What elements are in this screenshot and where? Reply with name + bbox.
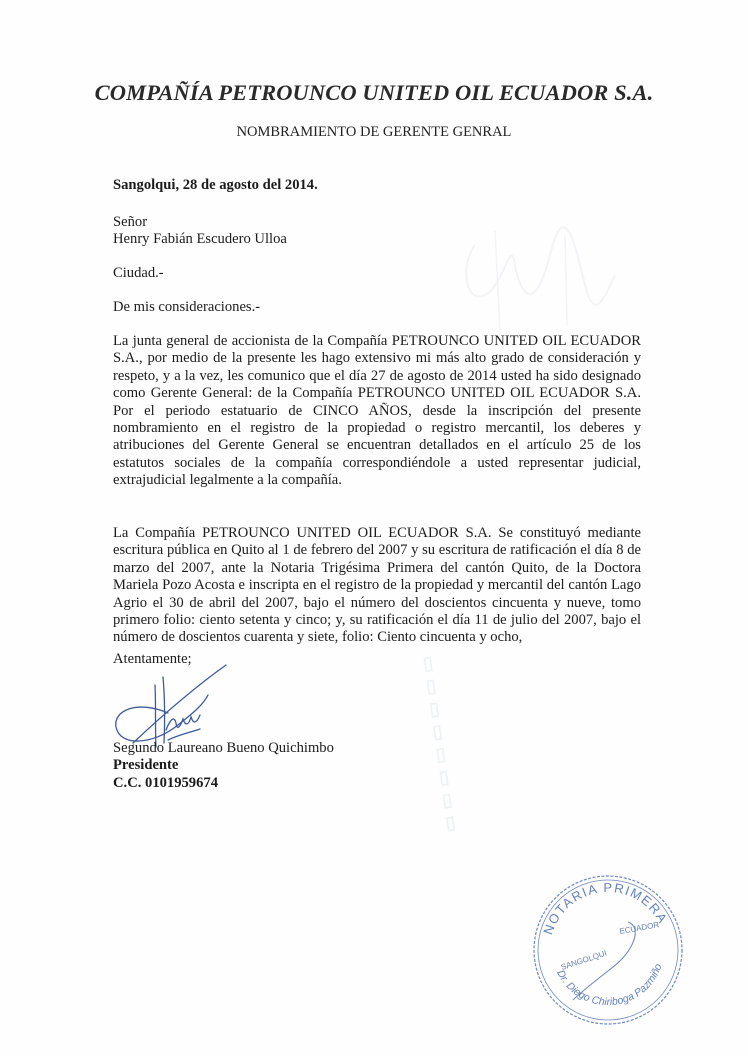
place-date: Sangolqui, 28 de agosto del 2014. [113,177,318,193]
stamp-top-text: NOTARIA PRIMERA [540,879,671,937]
document-subtitle: NOMBRAMIENTO DE GERENTE GENRAL [236,124,512,140]
signer-title: Presidente [113,757,179,773]
bleed-through-watermark: ▯▯▯▯▯▯▯▯ [417,651,463,837]
recipient-name: Henry Fabián Escudero Ulloa [113,231,287,247]
stamp-bottom-text: Dr. Diego Chiriboga Pazmiño [554,962,665,1009]
body-paragraph-incorporation: La Compañía PETROUNCO UNITED OIL ECUADOR S.A. Se constituyó mediante escritura pública en Quito al 1 de febrero del 2007 y su escritura de ratificación el día 8 de marzo del 2007, ante la Notaria Trigésima Primera del cantón Quito, de la Doctora Mariela Pozo Acosta e inscripta en el registro de la propiedad y mercantil del cantón Lago Agrio el 30 de abril del 2007, bajo el número del doscientos cincuenta y nueve, tomo primero folio: ciento setenta y cinco; y, su ratificación el día 11 de julio del 2007, bajo el número de doscientos cuarenta y siete, folio: Ciento cincuenta y ocho, [113,525,641,646]
notary-stamp [528,872,688,1028]
handwritten-signature [108,655,238,750]
salutation: Señor [113,214,148,230]
greeting: De mis consideraciones.- [113,299,261,315]
stamp-country-text: ECUADOR [618,920,660,936]
company-title: COMPAÑÍA PETROUNCO UNITED OIL ECUADOR S.A. [94,80,654,105]
stamp-city-text: SANGOLQUI [559,948,608,972]
signer-id: C.C. 0101959674 [113,775,218,791]
body-paragraph-appointment: La junta general de accionista de la Compañía PETROUNCO UNITED OIL ECUADOR S.A., por medio de la presente les hago extensivo mi más alto grado de consideración y respeto, y a la vez, les comunico que el día 27 de agosto de 2014 usted ha sido designado como Gerente General: de la Compañía PETROUNCO UNITED OIL ECUADOR S.A. Por el periodo estatuario de CINCO AÑOS, desde la inscripción del presente nombramiento en el registro de la propiedad o registro mercantil, los deberes y atribuciones del Gerente General se encuentran detallados en el artículo 25 de los estatutos sociales de la compañía correspondiéndole a usted representar judicial, extrajudicial legalmente a la compañía. [113,333,641,489]
city-line: Ciudad.- [113,265,164,281]
closing: Atentamente; [113,651,192,667]
signer-name: Segundo Laureano Bueno Quichimbo [113,740,334,756]
